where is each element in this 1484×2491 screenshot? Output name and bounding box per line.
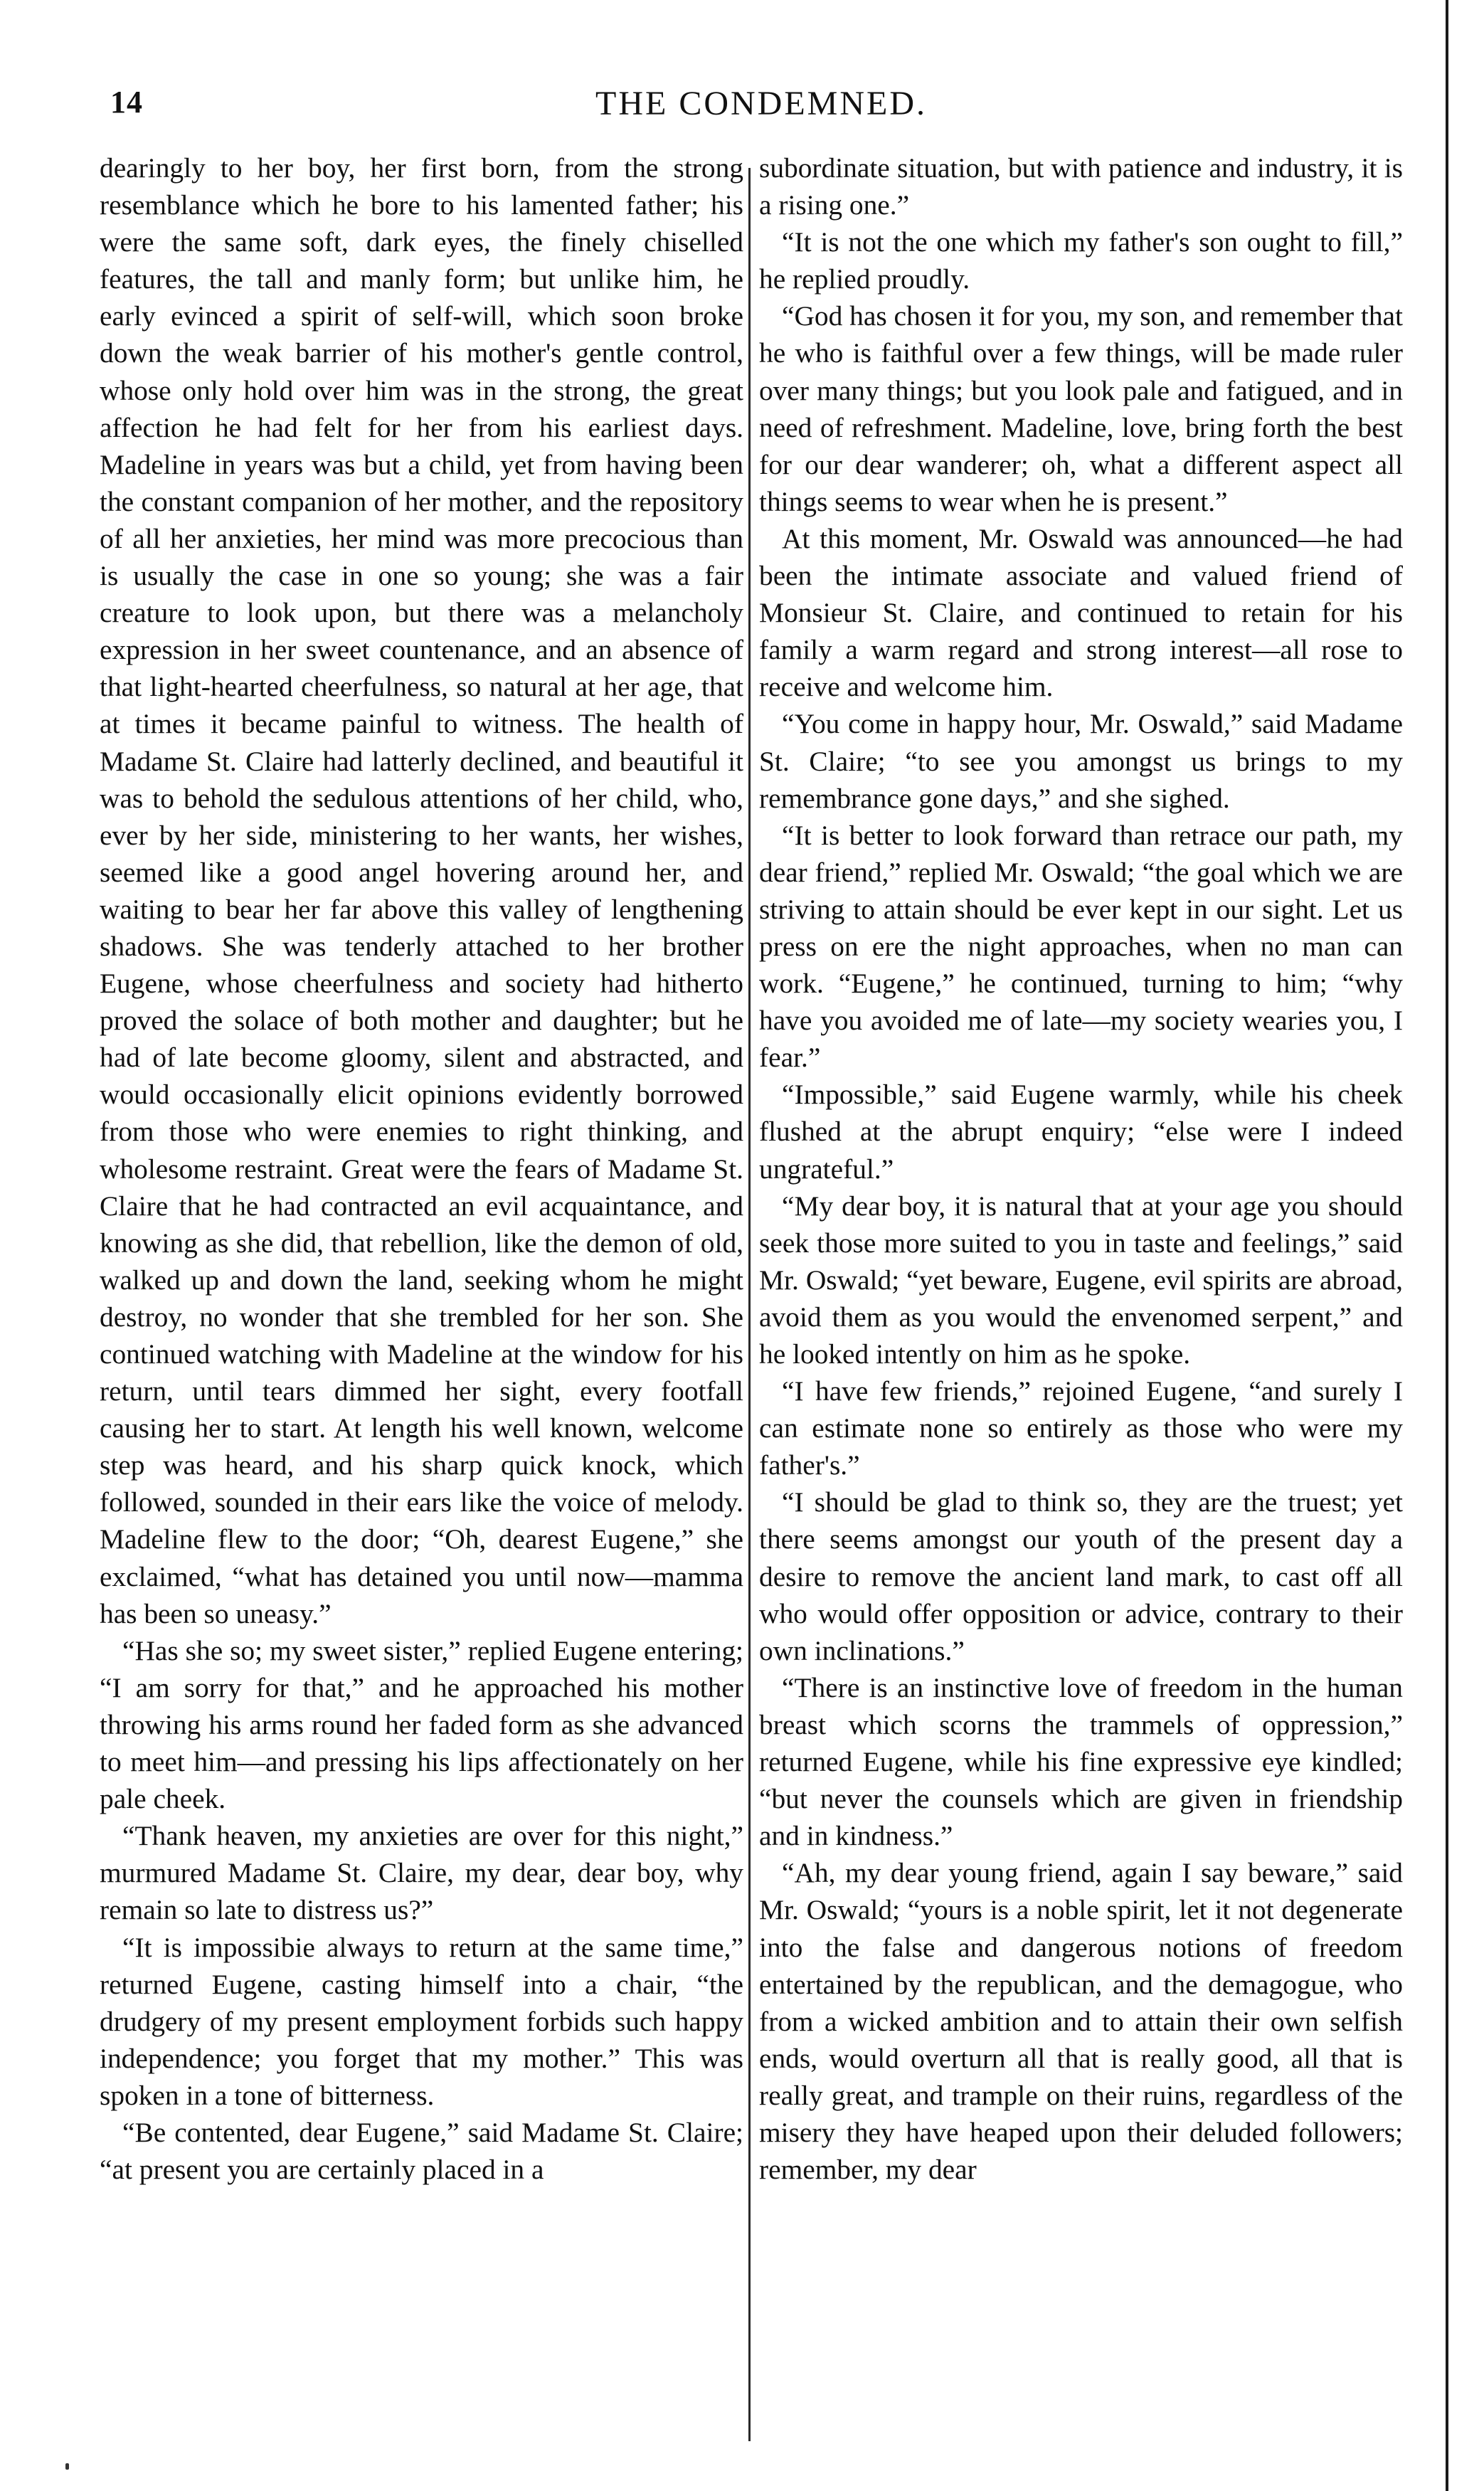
paragraph: “My dear boy, it is natural that at your age you should seek those more suited to you in taste and feelings,” said Mr. Oswald; “yet beware, Eugene, evil spirits are abroad, avoid them as you would the envenomed serpent,” and he looked intently on him as he spoke.: [759, 1190, 1403, 1370]
paragraph: “It is impossibie always to return at the same time,” returned Eugene, casting himself into a chair, “the drudgery of my present employment forbids such happy independence; you forget that my mother.” This was spoken in a tone of bitterness.: [100, 1931, 743, 2111]
paragraph: subordinate situation, but with patience and industry, it is a rising one.”: [759, 152, 1403, 221]
paragraph: “Be contented, dear Eugene,” said Madame St. Claire; “at present you are certainly placed in a: [100, 2116, 743, 2186]
paragraph: “God has chosen it for you, my son, and remember that he who is faithful over a few things, will be made ruler over many things; but you look pale and fatigued, and in need of refreshment. Madeline, love, bring forth the best for our dear wanderer; oh, what a different aspect all things seems to wear when he is present.”: [759, 300, 1403, 517]
left-column: [100, 149, 743, 2188]
paragraph: “Impossible,” said Eugene warmly, while his cheek flushed at the abrupt enquiry; “else were I indeed ungrateful.”: [759, 1079, 1403, 1185]
paragraph: “Has she so; my sweet sister,” replied Eugene entering; “I am sorry for that,” and he approached his mother throwing his arms round her faded form as she advanced to meet him—and pressing his lips affectionately on her pale cheek.: [100, 1634, 743, 1815]
right-column: [759, 149, 1403, 2188]
paragraph: “It is not the one which my father's son ought to fill,” he replied proudly.: [759, 226, 1403, 295]
paragraph: “Thank heaven, my anxieties are over for this night,” murmured Madame St. Claire, my dear, dear boy, why remain so late to distress us?”: [100, 1820, 743, 1926]
paragraph: “I have few friends,” rejoined Eugene, “and surely I can estimate none so entirely as those who were my father's.”: [759, 1375, 1403, 1481]
paragraph: “I should be glad to think so, they are the truest; yet there seems amongst our youth of the present day a desire to remove the ancient land mark, to cast off all who would offer opposition or advice, contrary to their own inclinations.”: [759, 1486, 1403, 1666]
paragraph: dearingly to her boy, her first born, from the strong resemblance which he bore to his lamented father; his were the same soft, dark eyes, the finely chiselled features, the tall and manly form; but unlike him, he early evinced a spirit of self-will, which soon broke down the weak barrier of his mother's gentle control, whose only hold over him was in the strong, the great affection he had felt for her from his earliest days. Madeline in years was but a child, yet from having been the constant companion of her mother, and the repository of all her anxieties, her mind was more precocious than is usually the case in one so young; she was a fair creature to look upon, but there was a melancholy expression in her sweet countenance, and an absence of that light-hearted cheerfulness, so natural at her age, that at times it became painful to witness. The health of Madame St. Claire had latterly declined, and beautiful it was to behold the sedulous attentions of her child, who, ever by her side, ministering to her wants, her wishes, seemed like a good angel hovering around her, and waiting to bear her far above this valley of lengthening shadows. She was tenderly attached to her brother Eugene, whose cheerfulness and society had hitherto proved the solace of both mother and daughter; but he had of late become gloomy, silent and abstracted, and would occasionally elicit opinions evidently borrowed from those who were enemies to right thinking, and wholesome restraint. Great were the fears of Madame St. Claire that he had contracted an evil acquaintance, and knowing as she did, that rebellion, like the demon of old, walked up and down the land, seeking whom he might destroy, no wonder that she trembled for her son. She continued watching with Madeline at the window for his return, until tears dimmed her sight, every footfall causing her to start. At length his well known, welcome step was heard, and his sharp quick knock, which followed, sounded in their ears like the voice of melody. Madeline flew to the door; “Oh, dearest Eugene,” she exclaimed, “what has detained you until now—mamma has been so uneasy.”: [100, 152, 743, 1629]
paragraph: “It is better to look forward than retrace our path, my dear friend,” replied Mr. Oswald; “the goal which we are striving to attain should be ever kept in our sight. Let us press on ere the night approaches, when no man can work. “Eugene,” he continued, turning to him; “why have you avoided me of late—my society wearies you, I fear.”: [759, 819, 1403, 1074]
ink-speck: [65, 2463, 69, 2470]
page-number: 14: [110, 85, 143, 120]
running-title: THE CONDEMNED.: [595, 85, 927, 122]
paragraph: At this moment, Mr. Oswald was announced—he had been the intimate associate and valued friend of Monsieur St. Claire, and continued to retain for his family a warm regard and strong interest—all rose to receive and welcome him.: [759, 522, 1403, 703]
paragraph: “Ah, my dear young friend, again I say beware,” said Mr. Oswald; “yours is a noble spirit, let it not degenerate into the false and dangerous notions of freedom entertained by the republican, and the demagogue, who from a wicked ambition and to attain their own selfish ends, would overturn all that is really good, all that is really great, and trample on their ruins, regardless of the misery they have heaped upon their deluded followers; remember, my dear: [759, 1857, 1403, 2186]
page-edge-line: [1446, 0, 1448, 2491]
paragraph: “There is an instinctive love of freedom in the human breast which scorns the trammels of oppression,” returned Eugene, while his fine expressive eye kindled; “but never the counsels which are given in friendship and in kindness.”: [759, 1671, 1403, 1852]
paragraph: “You come in happy hour, Mr. Oswald,” said Madame St. Claire; “to see you amongst us brings to my remembrance gone days,” and she sighed.: [759, 708, 1403, 814]
page-header: [110, 84, 1412, 141]
column-divider: [748, 168, 751, 2441]
